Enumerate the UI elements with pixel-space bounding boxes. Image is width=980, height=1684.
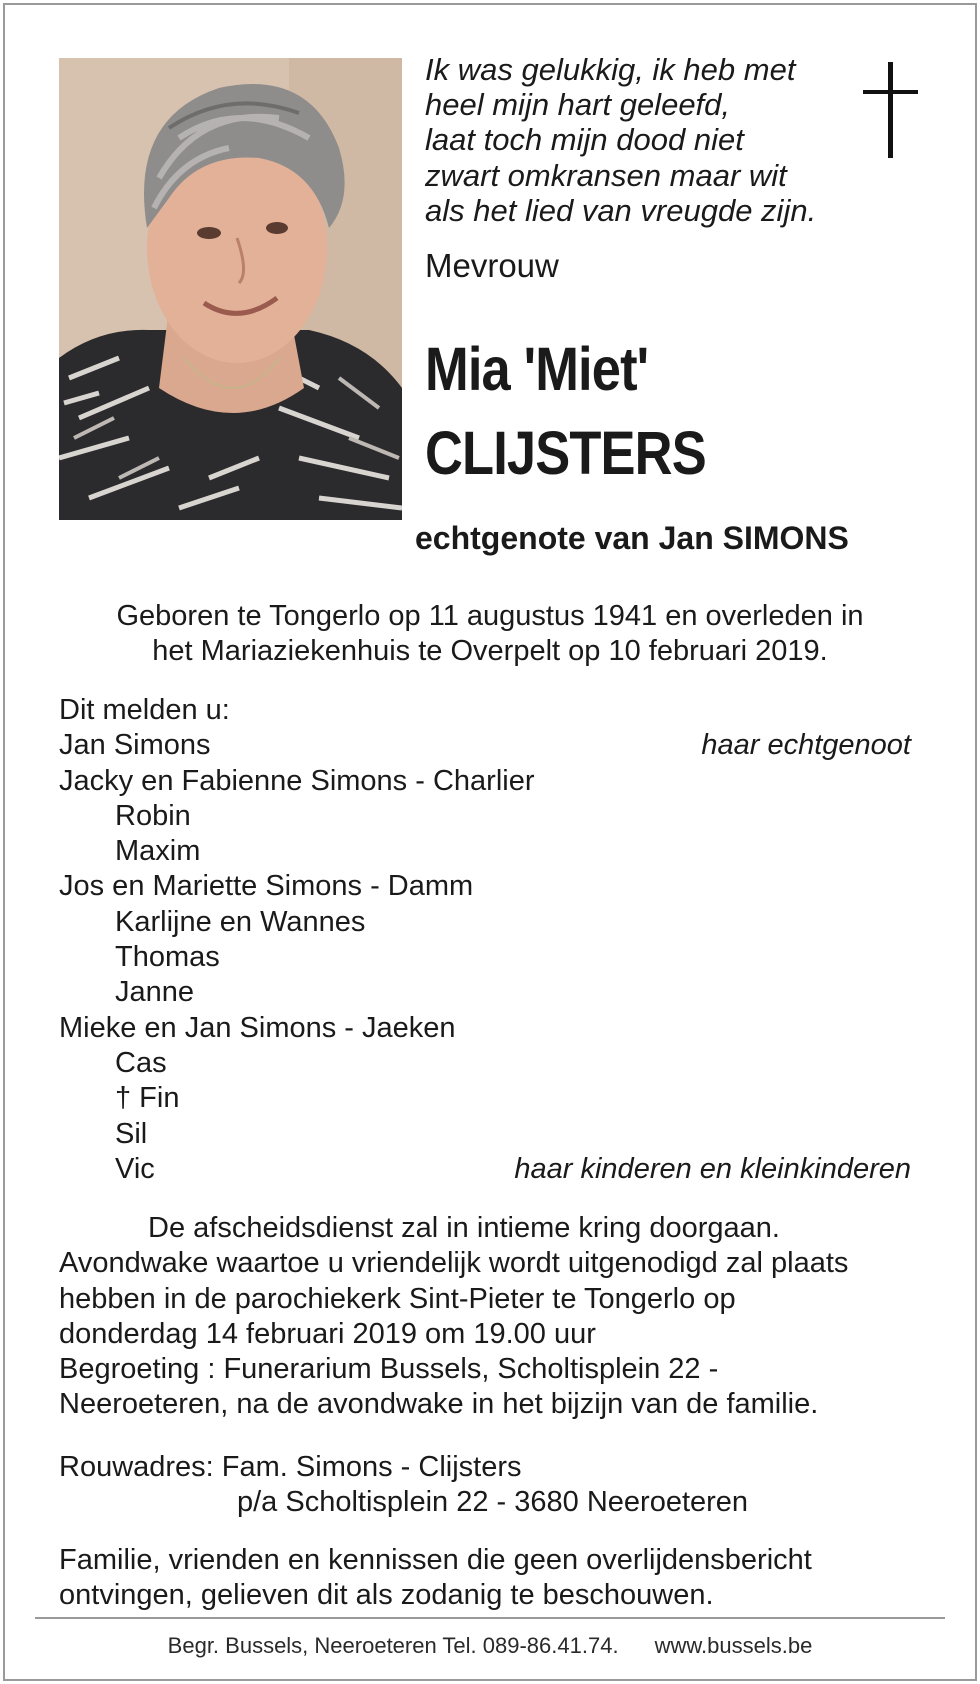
closing-note <box>59 1543 919 1613</box>
poem-line: heel mijn hart geleefd, <box>425 87 731 123</box>
family-row <box>59 1011 911 1046</box>
poem <box>425 52 855 228</box>
deceased-name <box>425 327 706 495</box>
family-row <box>59 1081 911 1116</box>
statement-line: het Mariaziekenhuis te Overpelt op 10 februari 2019. <box>152 635 828 667</box>
spouse-line: echtgenote van Jan SIMONS <box>415 520 849 556</box>
service-details <box>59 1211 919 1423</box>
service-line: Neeroeteren, na de avondwake in het bijzijn van de familie. <box>59 1388 819 1421</box>
footer-divider <box>35 1617 945 1619</box>
family-member: Sil <box>115 1117 148 1150</box>
deceased-first-name: Mia 'Miet' <box>425 335 649 403</box>
family-list <box>59 693 911 1187</box>
family-member: Maxim <box>115 835 201 868</box>
portrait-photo <box>59 58 402 520</box>
announce-intro: Dit melden u: <box>59 694 230 726</box>
closing-line: Familie, vrienden en kennissen die geen overlijdensbericht <box>59 1544 812 1576</box>
family-row <box>59 1117 911 1152</box>
family-row <box>59 728 911 763</box>
statement-line: Geboren te Tongerlo op 11 augustus 1941 en overleden in <box>116 600 864 632</box>
family-row <box>59 1152 911 1187</box>
family-member: Jan Simons <box>59 729 211 762</box>
family-member: Thomas <box>115 941 220 974</box>
family-member: Jacky en Fabienne Simons - Charlier <box>59 764 535 797</box>
family-row <box>59 869 911 904</box>
relation-label: haar kinderen en kleinkinderen <box>514 1152 911 1185</box>
family-member: Karlijne en Wannes <box>115 905 366 938</box>
family-row <box>59 834 911 869</box>
service-line: donderdag 14 februari 2019 om 19.00 uur <box>59 1317 596 1350</box>
family-member: Robin <box>115 799 191 832</box>
family-member: Jos en Mariette Simons - Damm <box>59 870 474 903</box>
deceased-last-name: CLIJSTERS <box>425 419 706 487</box>
relation-label: haar echtgenoot <box>701 729 911 762</box>
address-line: Rouwadres: Fam. Simons - Clijsters <box>59 1451 522 1483</box>
family-member: Vic <box>115 1152 155 1185</box>
family-row <box>59 799 911 834</box>
family-row <box>59 975 911 1010</box>
closing-line: ontvingen, gelieven dit als zodanig te beschouwen. <box>59 1579 714 1611</box>
footer-website-link[interactable]: www.bussels.be <box>654 1633 813 1658</box>
address-line: p/a Scholtisplein 22 - 3680 Neeroeteren <box>237 1486 749 1518</box>
family-row <box>59 905 911 940</box>
poem-line: zwart omkransen maar wit <box>425 157 787 193</box>
family-member: Cas <box>115 1046 167 1079</box>
family-member: Janne <box>115 976 195 1009</box>
service-line: Begroeting : Funerarium Bussels, Scholtisplein 22 - <box>59 1353 719 1386</box>
footer-contact: Begr. Bussels, Neeroeteren Tel. 089-86.41.74. <box>167 1633 619 1658</box>
footer <box>0 1632 980 1660</box>
family-member: † Fin <box>115 1082 180 1115</box>
poem-line: Ik was gelukkig, ik heb met <box>425 52 796 87</box>
service-line: hebben in de parochiekerk Sint-Pieter te Tongerlo op <box>59 1282 736 1315</box>
service-line: De afscheidsdienst zal in intieme kring doorgaan. <box>148 1212 780 1244</box>
family-row <box>59 1046 911 1081</box>
service-line: Avondwake waartoe u vriendelijk wordt uitgenodigd zal plaats <box>59 1247 849 1280</box>
honorific: Mevrouw <box>425 247 559 284</box>
birth-death-statement <box>40 599 940 669</box>
cross-icon <box>860 62 920 167</box>
mourning-address <box>59 1450 919 1520</box>
poem-line: als het lied van vreugde zijn. <box>425 192 817 228</box>
family-row <box>59 764 911 799</box>
family-member: Mieke en Jan Simons - Jaeken <box>59 1011 456 1044</box>
poem-line: laat toch mijn dood niet <box>425 122 744 158</box>
family-row <box>59 940 911 975</box>
